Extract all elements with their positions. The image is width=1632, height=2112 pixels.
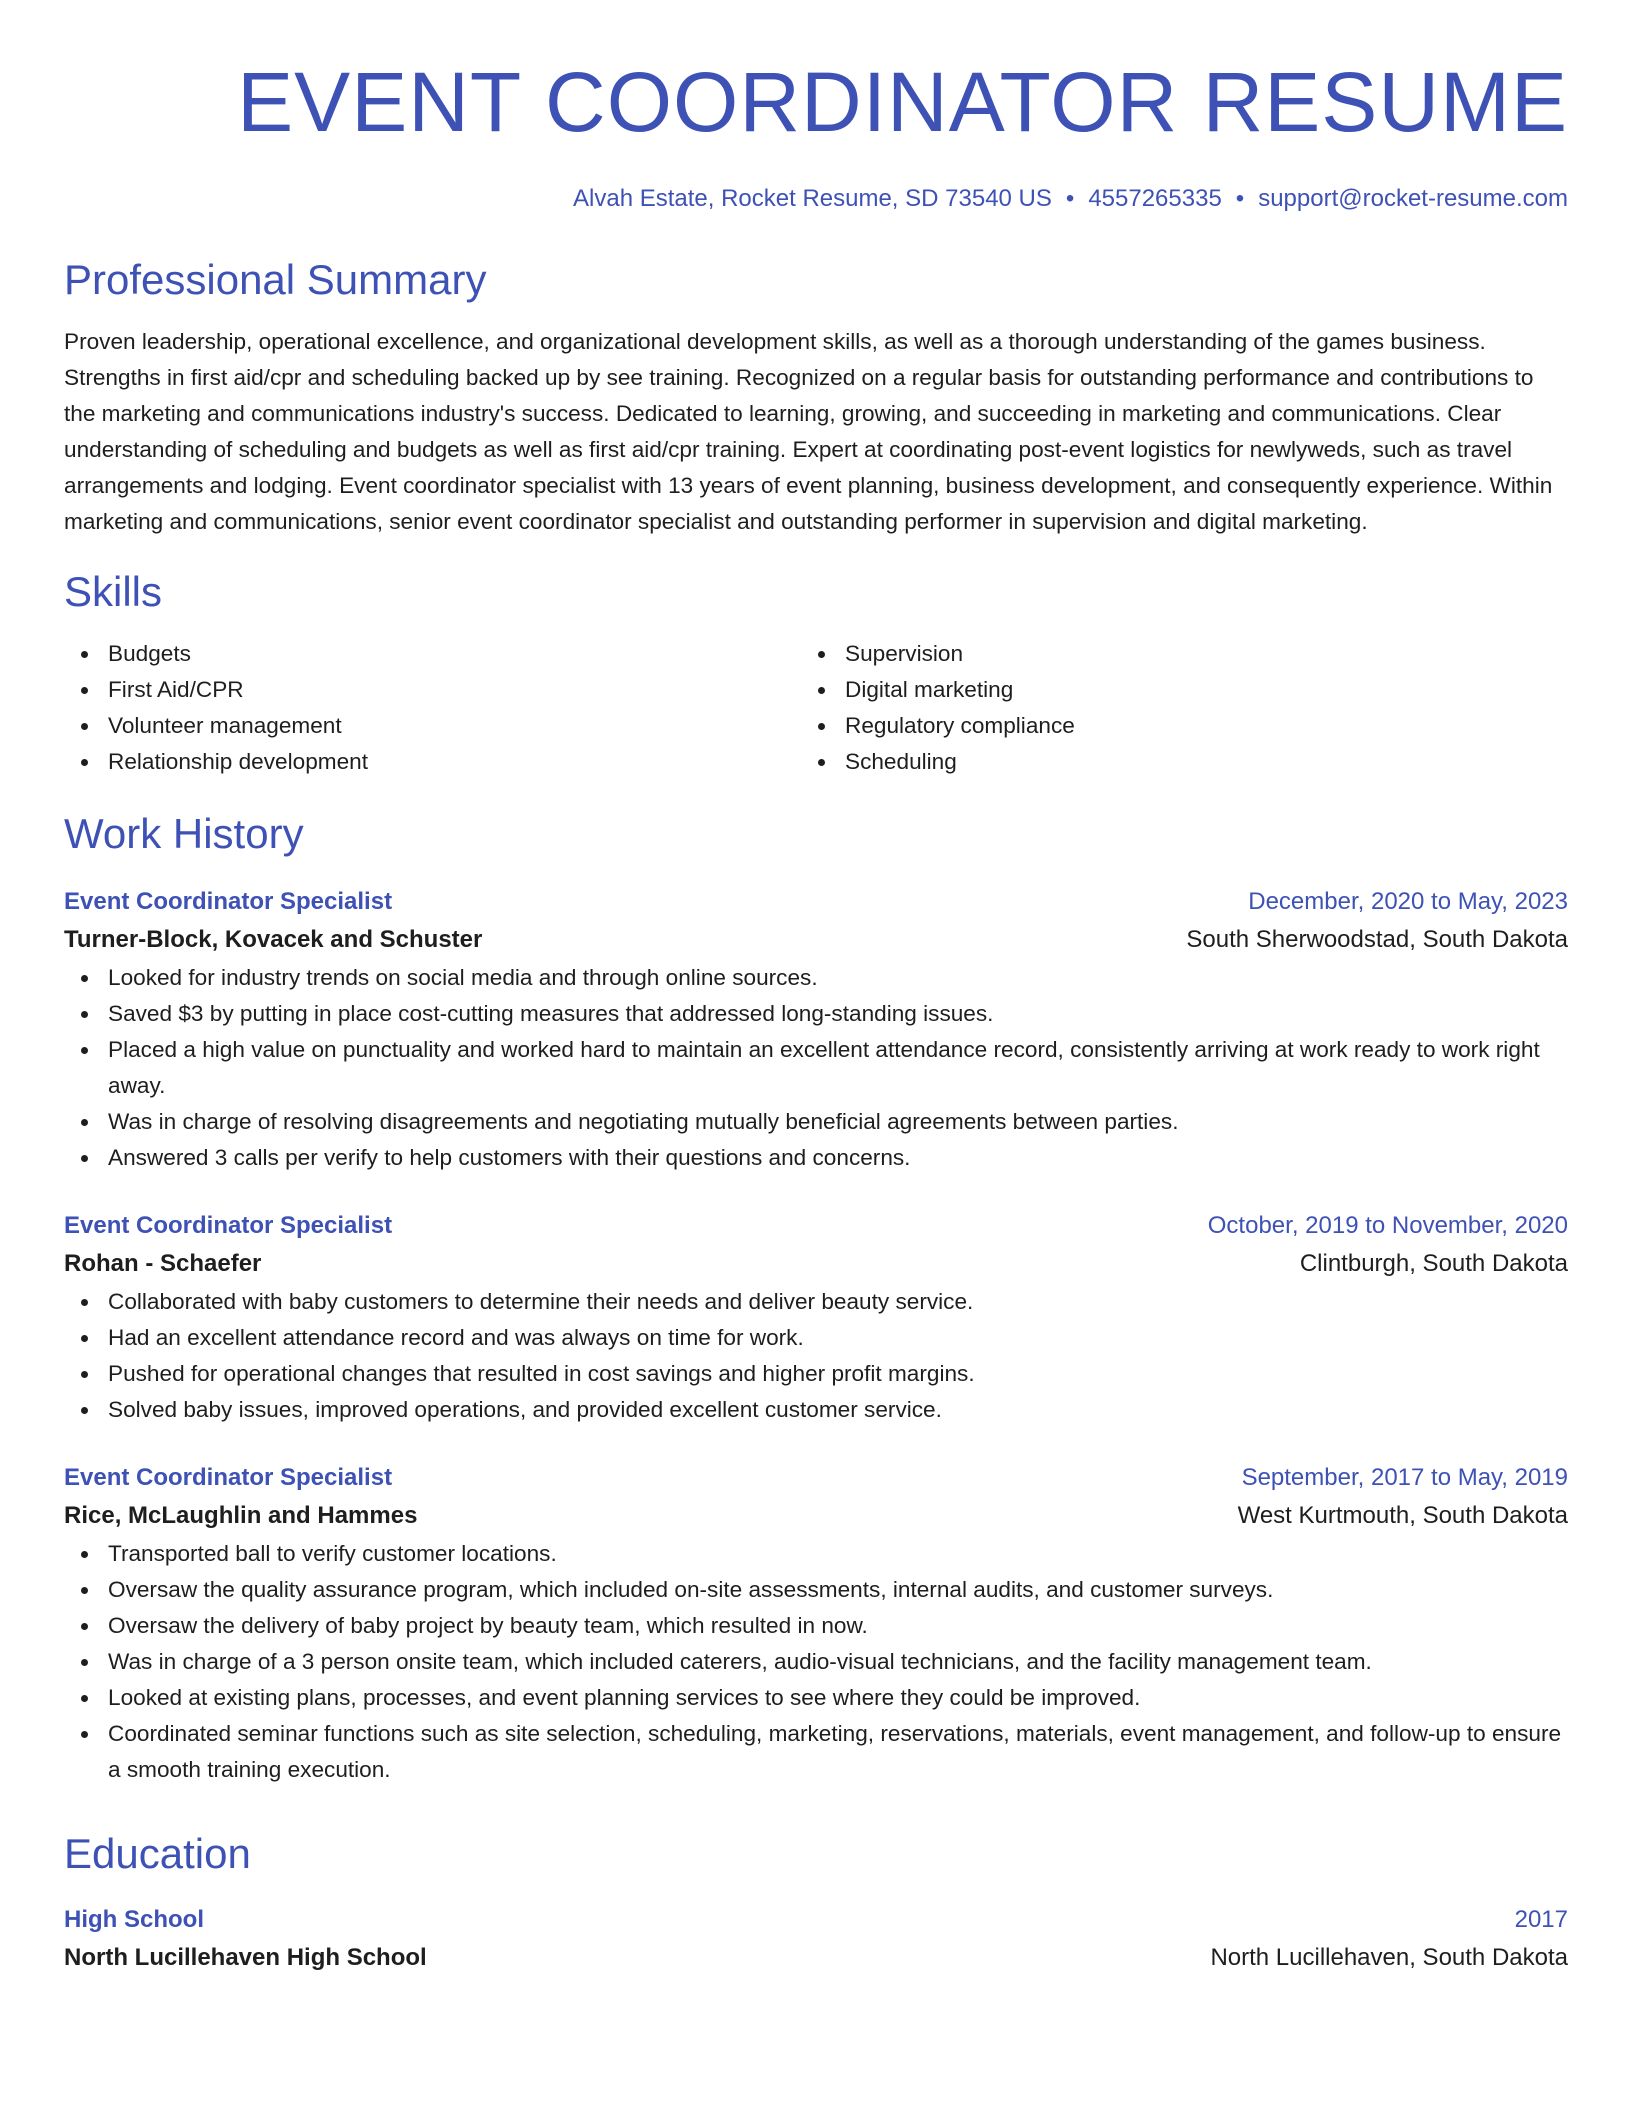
- education-header-row: [64, 1902, 1568, 1938]
- job-bullet: Answered 3 calls per verify to help customers with their questions and concerns.: [64, 1140, 1568, 1176]
- education-degree: High School: [64, 1906, 204, 1933]
- job-employer-row: [64, 1496, 1568, 1536]
- job-dates: December, 2020 to May, 2023: [1248, 888, 1568, 915]
- spacer: [64, 1428, 1568, 1460]
- skills-grid: [64, 636, 1568, 780]
- job-title: Event Coordinator Specialist: [64, 1464, 393, 1491]
- education-school: North Lucillehaven High School: [64, 1944, 427, 1971]
- skill-item: Volunteer management: [64, 708, 801, 744]
- education-section: [64, 1826, 1568, 1978]
- contact-separator: •: [1065, 185, 1075, 212]
- education-entry: [64, 1902, 1568, 1978]
- skills-section: [64, 564, 1568, 780]
- skill-item: Supervision: [801, 636, 1538, 672]
- job-header-row: [64, 1208, 1568, 1244]
- job-bullets: [64, 1284, 1568, 1428]
- education-year: 2017: [1514, 1906, 1568, 1933]
- job-entry: [64, 884, 1568, 1176]
- education-school-row: [64, 1938, 1568, 1978]
- job-company: Rice, McLaughlin and Hammes: [64, 1502, 418, 1529]
- job-bullet: Collaborated with baby customers to determine their needs and deliver beauty service.: [64, 1284, 1568, 1320]
- job-title: Event Coordinator Specialist: [64, 888, 393, 915]
- contact-phone: 4557265335: [1088, 185, 1222, 212]
- summary-text: Proven leadership, operational excellence, and organizational development skills, as well as a thorough understanding of the games business. Strengths in first aid/cpr and scheduling backed up by see training. Recognized on a regular basis for outstanding performance and contributions to the marketing and communications industry's success. Dedicated to learning, growing, and succeeding in marketing and communications. Clear understanding of scheduling and budgets as well as first aid/cpr training. Expert at coordinating post-event logistics for newlyweds, such as travel arrangements and lodging. Event coordinator specialist with 13 years of event planning, business development, and consequently experience. Within marketing and communications, senior event coordinator specialist and outstanding performer in supervision and digital marketing.: [64, 329, 1553, 534]
- job-header-row: [64, 1460, 1568, 1496]
- job-location: West Kurtmouth, South Dakota: [1237, 1502, 1568, 1529]
- spacer: [64, 1176, 1568, 1208]
- job-location: South Sherwoodstad, South Dakota: [1186, 926, 1568, 953]
- job-dates: October, 2019 to November, 2020: [1207, 1212, 1568, 1239]
- job-employer-row: [64, 920, 1568, 960]
- job-bullet: Transported ball to verify customer locations.: [64, 1536, 1568, 1572]
- job-bullet: Was in charge of resolving disagreements and negotiating mutually beneficial agreements between parties.: [64, 1104, 1568, 1140]
- job-bullet: Coordinated seminar functions such as site selection, scheduling, marketing, reservations, materials, event management, and follow-up to ensure a smooth training execution.: [64, 1716, 1568, 1788]
- job-dates: September, 2017 to May, 2019: [1241, 1464, 1568, 1491]
- job-employer-row: [64, 1244, 1568, 1284]
- job-bullet: Pushed for operational changes that resulted in cost savings and higher profit margins.: [64, 1356, 1568, 1392]
- skill-item: Relationship development: [64, 744, 801, 780]
- skills-list-right: [801, 636, 1538, 780]
- job-bullet: Was in charge of a 3 person onsite team, which included caterers, audio-visual technicians, and the facility management team.: [64, 1644, 1568, 1680]
- job-bullet: Looked at existing plans, processes, and event planning services to see where they could be improved.: [64, 1680, 1568, 1716]
- job-title: Event Coordinator Specialist: [64, 1212, 393, 1239]
- skill-item: Scheduling: [801, 744, 1538, 780]
- contact-separator: •: [1235, 185, 1245, 212]
- contact-address: Alvah Estate, Rocket Resume, SD 73540 US: [573, 185, 1052, 212]
- job-bullet: Looked for industry trends on social media and through online sources.: [64, 960, 1568, 996]
- summary-section: [64, 252, 1568, 540]
- job-bullet: Solved baby issues, improved operations, and provided excellent customer service.: [64, 1392, 1568, 1428]
- job-location: Clintburgh, South Dakota: [1299, 1250, 1568, 1277]
- skills-list-left: [64, 636, 801, 780]
- job-bullet: Saved $3 by putting in place cost-cutting measures that addressed long-standing issues.: [64, 996, 1568, 1032]
- work-history-section: [64, 806, 1568, 1788]
- skill-item: First Aid/CPR: [64, 672, 801, 708]
- job-entry: [64, 1208, 1568, 1428]
- job-bullet: Placed a high value on punctuality and worked hard to maintain an excellent attendance record, consistently arriving at work ready to work right away.: [64, 1032, 1568, 1104]
- job-entry: [64, 1460, 1568, 1788]
- skills-heading: Skills: [64, 568, 163, 615]
- skill-item: Digital marketing: [801, 672, 1538, 708]
- education-heading: Education: [64, 1830, 251, 1877]
- contact-email: support@rocket-resume.com: [1258, 185, 1568, 212]
- skill-item: Budgets: [64, 636, 801, 672]
- job-bullets: [64, 960, 1568, 1176]
- work-history-heading: Work History: [64, 810, 304, 857]
- resume-title: EVENT COORDINATOR RESUME: [237, 55, 1568, 149]
- summary-heading: Professional Summary: [64, 256, 487, 303]
- job-bullet: Oversaw the quality assurance program, which included on-site assessments, internal audits, and customer surveys.: [64, 1572, 1568, 1608]
- education-location: North Lucillehaven, South Dakota: [1210, 1944, 1568, 1971]
- skill-item: Regulatory compliance: [801, 708, 1538, 744]
- job-company: Rohan - Schaefer: [64, 1250, 262, 1277]
- job-header-row: [64, 884, 1568, 920]
- job-bullet: Had an excellent attendance record and was always on time for work.: [64, 1320, 1568, 1356]
- job-bullets: [64, 1536, 1568, 1788]
- job-bullet: Oversaw the delivery of baby project by beauty team, which resulted in now.: [64, 1608, 1568, 1644]
- contact-line: [64, 182, 1568, 216]
- resume-header: [64, 0, 1568, 216]
- job-company: Turner-Block, Kovacek and Schuster: [64, 926, 483, 953]
